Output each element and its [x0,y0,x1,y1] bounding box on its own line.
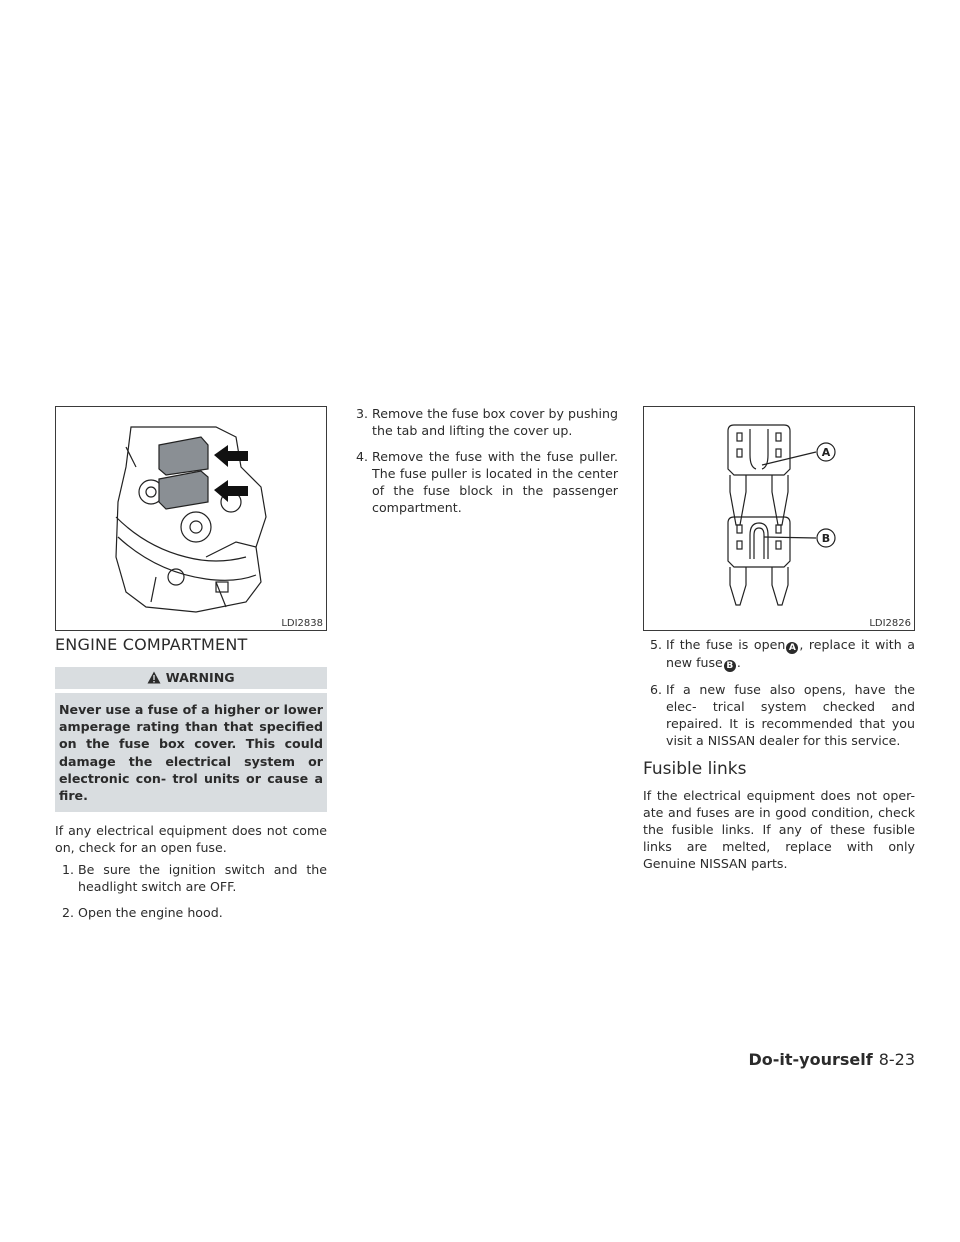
fusible-links-paragraph: If the electrical equipment does not oper- ate and fuses are in good condition, check the fusible links. If any of these fusible links are melted, replace with only Genuine NISSAN parts. [643,788,915,871]
step-text: If the fuse is open [666,637,786,652]
right-column [643,636,915,872]
step-6 [643,681,915,749]
step-2 [55,904,327,921]
step-number: 3. [356,406,369,421]
callout-b-label: B [821,532,831,545]
step-1 [55,861,327,895]
page-number: 8-23 [878,1050,915,1069]
step-text: Remove the fuse with the fuse puller. The fuse puller is located in the center of the fuse block in the passenger compartment. [372,449,618,515]
page-footer [748,1050,915,1069]
fuse-illustration [644,407,914,630]
step-text: . [736,655,741,670]
step-5 [643,636,915,672]
step-text: Be sure the ignition switch and the headlight switch are OFF. [78,862,327,895]
callout-b-marker: B [724,660,736,672]
step-text: Open the engine hood. [78,905,223,921]
footer-section-title: Do-it-yourself [748,1050,873,1069]
step-number: 2. [62,905,75,921]
subsection-heading: Fusible links [643,759,747,779]
step-number: 1. [62,862,75,878]
step-3 [356,405,618,439]
left-column [55,636,327,921]
callout-a-label: A [821,446,831,459]
step-text: Remove the fuse box cover by pushing the tab and lifting the cover up. [372,406,618,438]
figure-id-label: LDI2838 [281,618,323,629]
figure-id-label: LDI2826 [869,618,911,629]
intro-paragraph: If any electrical equipment does not come on, check for an open fuse. [55,823,327,856]
step-number: 4. [356,449,369,464]
engine-compartment-illustration [56,407,326,630]
warning-header [55,667,327,689]
step-number: 5. [650,637,663,652]
warning-text: Never use a fuse of a higher or lower amperage rating than that specified on the fuse box cover. This could damage the electrical system or electronic con- trol units or cause a fire. [55,693,327,812]
callout-a-marker: A [786,642,798,654]
section-heading: ENGINE COMPARTMENT [55,635,248,654]
warning-title: WARNING [165,670,235,685]
step-text: If a new fuse also opens, have the elec- trical system checked and repaired. It is recommended that you visit a NISSAN dealer for this service. [666,682,915,748]
middle-column [356,405,618,516]
step-number: 6. [650,682,663,697]
engine-compartment-figure [55,406,327,631]
step-4 [356,448,618,516]
warning-icon [147,670,165,685]
step-text: , replace it with a new fuse [666,637,916,670]
fuse-figure [643,406,915,631]
